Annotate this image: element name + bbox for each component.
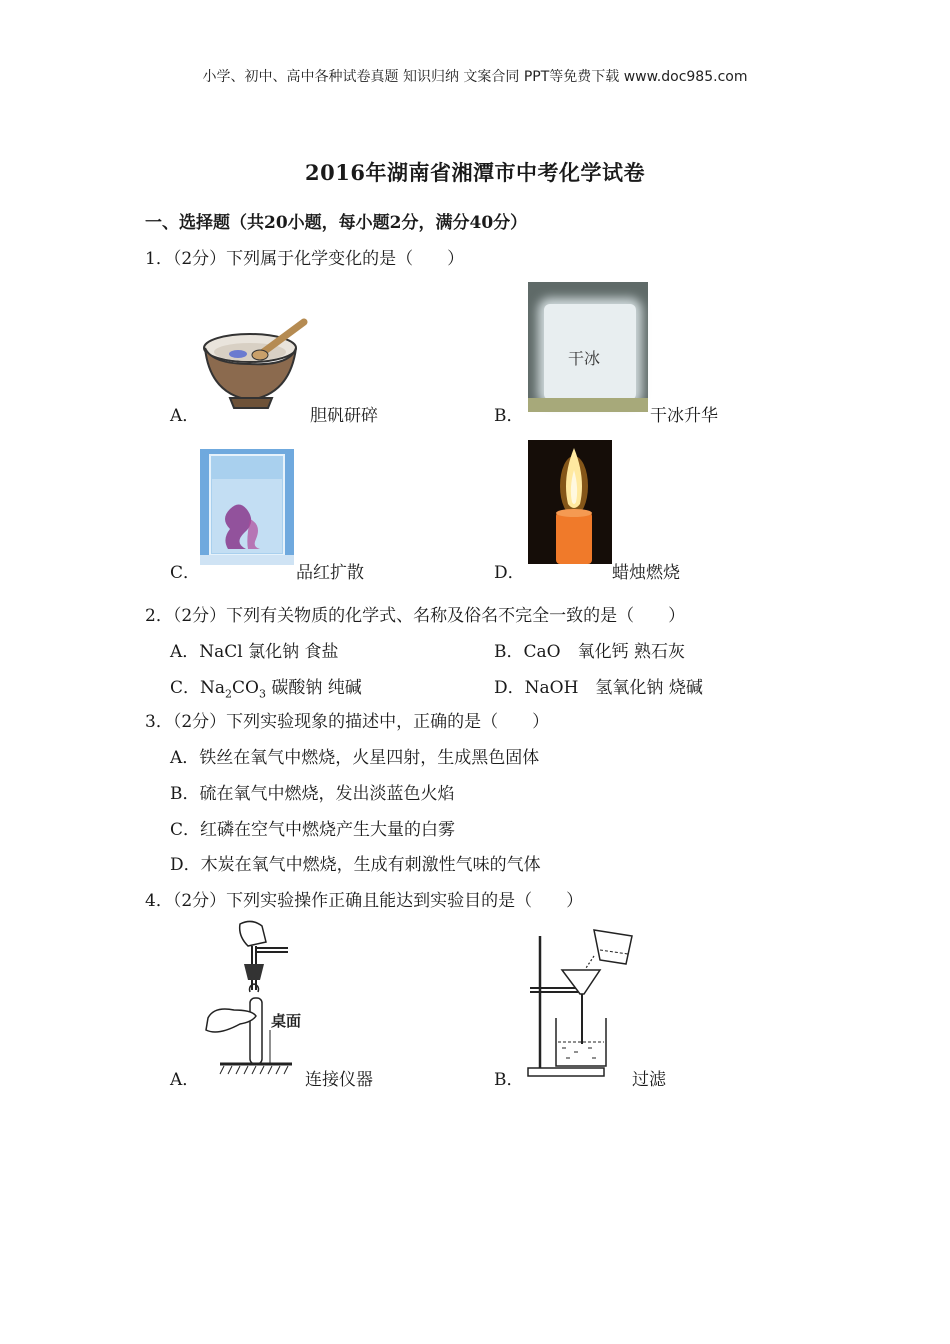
- q3-option-d-text: 木炭在氧气中燃烧，生成有刺激性气味的气体: [200, 855, 541, 875]
- q3-option-d-letter: D．: [170, 855, 201, 875]
- q2-option-d-text: NaOH 氢氧化钠 烧碱: [524, 678, 703, 698]
- q3-option-b-letter: B．: [170, 784, 200, 804]
- q1-option-c-caption: 品红扩散: [296, 563, 364, 583]
- q1-option-c-letter: C．: [170, 563, 201, 583]
- q4-option-a-letter: A．: [170, 1070, 200, 1090]
- q3-option-d: [170, 850, 541, 875]
- beaker-dye-icon: [200, 449, 294, 565]
- formula-sub-2: 2: [225, 687, 233, 701]
- section-heading: 一、选择题（共20小题，每小题2分，满分40分）: [145, 213, 528, 233]
- q1-option-a-caption: 胆矾研碎: [310, 406, 378, 426]
- q3-option-c-letter: C．: [170, 820, 201, 840]
- q1-option-b-letter: B．: [494, 406, 524, 426]
- question-4-stem: 4．（2分）下列实验操作正确且能达到实验目的是（ ）: [145, 891, 584, 911]
- formula-co: CO: [232, 678, 259, 698]
- q2-option-b: [494, 637, 685, 662]
- q1-option-a-letter: A．: [170, 406, 200, 426]
- page-title: 2016年湖南省湘潭市中考化学试卷: [305, 160, 645, 185]
- dry-ice-base: [528, 398, 648, 412]
- candle-flame-icon: [528, 440, 612, 564]
- test-tube-stopper-icon: [200, 918, 312, 1078]
- q4-option-b-caption: 过滤: [632, 1070, 666, 1090]
- site-header: 小学、初中、高中各种试卷真题 知识归纳 文案合同 PPT等免费下载 www.doc985.com: [202, 69, 748, 85]
- dry-ice-block-icon: [528, 282, 648, 412]
- q2-option-a-text: NaCl 氯化钠 食盐: [199, 642, 339, 662]
- q1-option-d-letter: D．: [494, 563, 525, 583]
- q2-option-d: [494, 673, 703, 698]
- q2-option-c-letter: C．: [170, 678, 201, 698]
- question-1-stem: 1．（2分）下列属于化学变化的是（ ）: [145, 249, 465, 269]
- q2-option-b-text: CaO 氧化钙 熟石灰: [523, 642, 685, 662]
- q1-option-d-caption: 蜡烛燃烧: [612, 563, 680, 583]
- formula-sub-3: 3: [258, 687, 266, 701]
- mortar-pestle-icon: [200, 316, 312, 412]
- question-2-stem: 2．（2分）下列有关物质的化学式、名称及俗名不完全一致的是（ ）: [145, 606, 686, 626]
- q2-option-a: [170, 637, 339, 662]
- q4-option-b-letter: B．: [494, 1070, 524, 1090]
- formula-na: Na: [200, 678, 226, 698]
- q2-option-a-letter: A．: [170, 642, 200, 662]
- desk-label: 桌面: [271, 1012, 302, 1030]
- q3-option-a-text: 铁丝在氧气中燃烧，火星四射，生成黑色固体: [199, 748, 540, 768]
- filtration-setup-icon: [522, 926, 640, 1078]
- q3-option-c: [170, 815, 455, 840]
- q2-option-b-letter: B．: [494, 642, 524, 662]
- q2-option-c: [170, 673, 362, 700]
- q3-option-b: [170, 779, 455, 804]
- q2-option-c-text: 碳酸钠 纯碱: [265, 678, 362, 698]
- q3-option-a: [170, 743, 539, 768]
- q2-option-d-letter: D．: [494, 678, 525, 698]
- q1-option-b-caption: 干冰升华: [650, 406, 718, 426]
- q4-option-a-caption: 连接仪器: [305, 1070, 373, 1090]
- dry-ice-label: 干冰: [568, 349, 601, 368]
- q3-option-b-text: 硫在氧气中燃烧，发出淡蓝色火焰: [199, 784, 455, 804]
- question-3-stem: 3．（2分）下列实验现象的描述中，正确的是（ ）: [145, 712, 550, 732]
- q3-option-c-text: 红磷在空气中燃烧产生大量的白雾: [200, 820, 456, 840]
- q3-option-a-letter: A．: [170, 748, 200, 768]
